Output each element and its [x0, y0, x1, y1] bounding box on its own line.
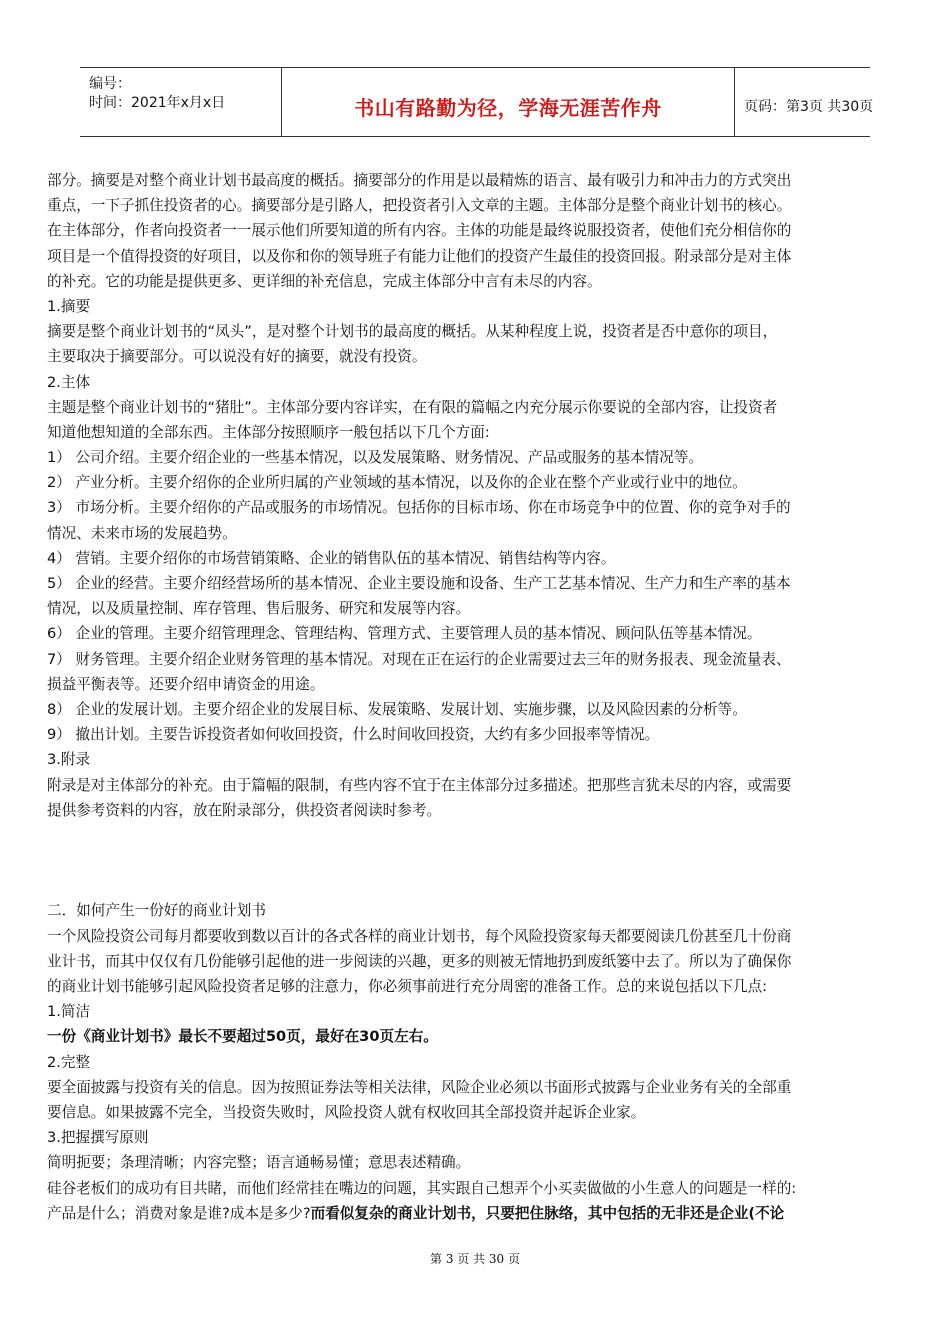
list-item-continuation: 损益平衡表等。还要介绍申请资金的用途。: [47, 675, 325, 693]
list-item: 6） 企业的管理。主要介绍管理理念、管理结构、管理方式、主要管理人员的基本情况、顾问队伍等基本情况。: [47, 625, 762, 643]
section-heading: 3.附录: [47, 751, 91, 769]
list-item: 3） 市场分析。主要介绍你的产品或服务的市场情况。包括你的目标市场、你在市场竞争中的位置、你的竞争对手的: [47, 499, 791, 517]
list-item: 7） 财务管理。主要介绍企业财务管理的基本情况。对现在正在运行的企业需要过去三年的财务报表、现金流量表、: [47, 650, 791, 668]
header-left-cell: [80, 68, 280, 136]
body-line: 提供参考资料的内容，放在附录部分，供投资者阅读时参考。: [47, 801, 442, 819]
body-line: 项目是一个值得投资的好项目，以及你和你的领导班子有能力让他们的投资产生最佳的投资回报。附录部分是对主体: [47, 247, 792, 265]
body-line: 摘要是整个商业计划书的“凤头”，是对整个计划书的最高度的概括。从某种程度上说，投资者是否中意你的项目，: [47, 323, 778, 341]
section-heading: 1.简洁: [47, 1003, 91, 1021]
section-heading: 1.摘要: [47, 297, 91, 315]
chapter-heading: 二．如何产生一份好的商业计划书: [47, 902, 266, 920]
body-line: 主题是整个商业计划书的“猪肚”。主体部分要内容详实，在有限的篇幅之内充分展示你要说的全部内容，让投资者: [47, 398, 778, 416]
body-line: 在主体部分，作者向投资者一一展示他们所要知道的所有内容。主体的功能是最终说服投资者，使他们充分相信你的: [47, 222, 792, 240]
body-line: 知道他想知道的全部东西。主体部分按照顺序一般包括以下几个方面:: [47, 423, 490, 441]
body-line: 部分。摘要是对整个商业计划书最高度的概括。摘要部分的作用是以最精炼的语言、最有吸引力和冲击力的方式突出: [47, 172, 792, 189]
bold-body-line: 一份《商业计划书》最长不要超过50页，最好在30页左右。: [47, 1028, 438, 1046]
bold-text: 而看似复杂的商业计划书，只要把住脉络，其中包括的无非还是企业(不论: [310, 1204, 785, 1222]
header-motto-cell: [281, 68, 735, 136]
page-header: [80, 67, 874, 137]
list-item: 8） 企业的发展计划。主要介绍企业的发展目标、发展策略、发展计划、实施步骤，以及风险因素的分析等。: [47, 700, 747, 718]
body-line: 主要取决于摘要部分。可以说没有好的摘要，就没有投资。: [47, 348, 427, 366]
normal-text: 产品是什么；消费对象是谁?成本是多少?: [47, 1204, 311, 1222]
blank-line: [47, 823, 909, 848]
blank-line: [47, 848, 909, 873]
section-heading: 2.主体: [47, 373, 91, 391]
body-line: 的补充。它的功能是提供更多、更详细的补充信息，完成主体部分中言有未尽的内容。: [47, 272, 602, 290]
blank-line: [47, 873, 909, 898]
body-line: 要全面披露与投资有关的信息。因为按照证券法等相关法律，风险企业必须以书面形式披露与企业业务有关的全部重: [47, 1078, 792, 1096]
body-line: 的商业计划书能够引起风险投资者足够的注意力，你必须事前进行充分周密的准备工作。总的来说包括以下几点:: [47, 978, 768, 995]
list-item-continuation: 情况，以及质量控制、库存管理、售后服务、研究和发展等内容。: [47, 600, 471, 618]
bold-body-line: [47, 1226, 909, 1251]
mixed-body-line: [47, 1201, 909, 1226]
list-item-continuation: 情况、未来市场的发展趋势。: [47, 524, 237, 542]
list-item: 1） 公司介绍。主要介绍企业的一些基本情况，以及发展策略、财务情况、产品或服务的基本情况等。: [47, 449, 704, 467]
document-body: [47, 168, 909, 1251]
list-item: 4） 营销。主要介绍你的市场营销策略、企业的销售队伍的基本情况、销售结构等内容。: [47, 549, 616, 567]
body-line: 要信息。如果披露不完全，当投资失败时，风险投资人就有权收回其全部投资并起诉企业家。: [47, 1103, 646, 1121]
header-right-cell: [734, 68, 874, 136]
body-line: 附录是对主体部分的补充。由于篇幅的限制，有些内容不宜于在主体部分过多描述。把那些言犹未尽的内容，或需要: [47, 776, 792, 794]
body-line: 硅谷老板们的成功有目共睹，而他们经常挂在嘴边的问题，其实跟自己想弄个小买卖做做的小生意人的问题是一样的:: [47, 1179, 797, 1197]
document-time-label: 时间：2021年x月x日: [89, 95, 226, 111]
list-item: 5） 企业的经营。主要介绍经营场所的基本情况、企业主要设施和设备、生产工艺基本情况、生产力和生产率的基本: [47, 575, 791, 592]
body-line: 业计书，而其中仅仅有几份能够引起他的进一步阅读的兴趣，更多的则被无情地扔到废纸篓中去了。所以为了确保你: [47, 952, 792, 970]
list-item: 2） 产业分析。主要介绍你的企业所归属的产业领域的基本情况，以及你的企业在整个产业或行业中的地位。: [47, 474, 747, 492]
section-heading: 3.把握撰写原则: [47, 1129, 149, 1147]
page-footer: 第 3 页 共 30 页: [430, 1252, 520, 1266]
document-number-label: 编号：: [89, 76, 131, 92]
body-line: 一个风险投资公司每月都要收到数以百计的各式各样的商业计划书，每个风险投资家每天都要阅读几份甚至几十份商: [47, 927, 792, 945]
body-line: 简明扼要；条理清晰；内容完整；语言通畅易懂；意思表述精确。: [47, 1154, 471, 1172]
body-line: 重点，一下子抓住投资者的心。摘要部分是引路人，把投资者引入文章的主题。主体部分是整个商业计划书的核心。: [47, 197, 792, 215]
header-page-info: 页码：第3页 共30页: [744, 99, 874, 115]
list-item: 9） 撤出计划。主要告诉投资者如何收回投资，什么时间收回投资，大约有多少回报率等情况。: [47, 726, 660, 744]
header-motto: 书山有路勤为径，学海无涯苦作舟: [354, 96, 662, 120]
section-heading: 2.完整: [47, 1053, 91, 1071]
